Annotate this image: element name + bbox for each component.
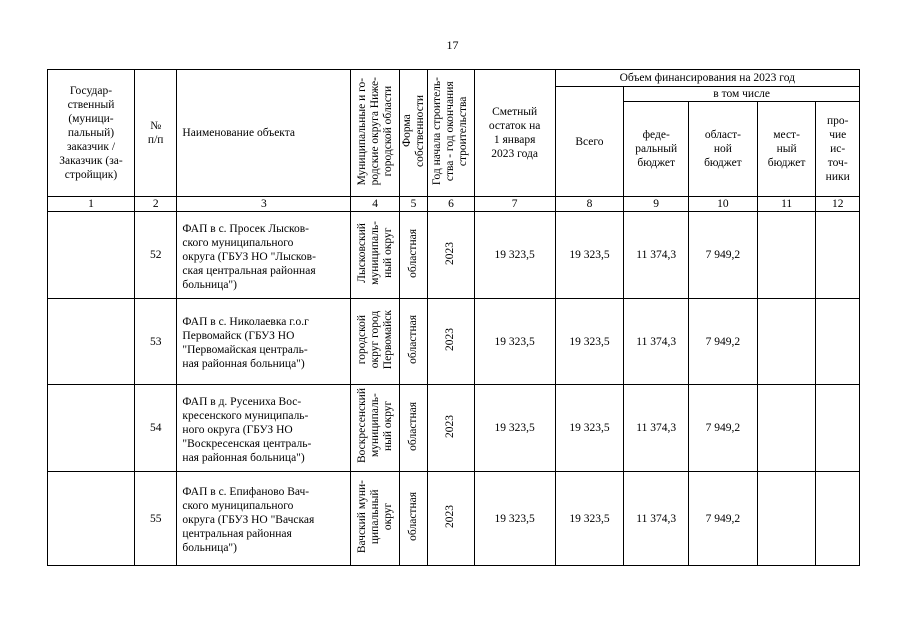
cell-ownership: областная	[399, 299, 427, 385]
header-financing: Объем финансирования на 2023 год	[555, 70, 859, 87]
cell-regional: 7 949,2	[689, 472, 758, 566]
cell-municipality: Воскресенский муниципаль- ный округ	[351, 385, 400, 472]
column-number: 6	[428, 197, 475, 212]
cell-index: 53	[134, 299, 176, 385]
cell-total: 19 323,5	[555, 385, 624, 472]
header-federal: феде- ральный бюджет	[624, 102, 689, 197]
header-remaining: Сметный остаток на 1 января 2023 года	[474, 70, 555, 197]
cell-other	[816, 212, 860, 299]
column-number: 8	[555, 197, 624, 212]
cell-object-name: ФАП в с. Епифаново Вач- ского муниципального округа (ГБУЗ НО "Вачская центральная районная больница")	[177, 472, 351, 566]
cell-other	[816, 472, 860, 566]
cell-customer	[48, 472, 135, 566]
table-row	[48, 212, 860, 299]
header-total: Всего	[555, 87, 624, 197]
header-object-name: Наименование объекта	[177, 70, 351, 197]
column-number: 1	[48, 197, 135, 212]
cell-object-name: ФАП в с. Просек Лысков- ского муниципального округа (ГБУЗ НО "Лысков- ская центральная районная больница")	[177, 212, 351, 299]
cell-years: 2023	[428, 385, 475, 472]
header-local: мест- ный бюджет	[757, 102, 816, 197]
header-years: Год начала строитель- ства - год окончания строительства	[428, 70, 475, 197]
cell-municipality: Лысковский муниципаль- ный округ	[351, 212, 400, 299]
cell-federal: 11 374,3	[624, 299, 689, 385]
cell-index: 52	[134, 212, 176, 299]
cell-object-name: ФАП в д. Русениха Вос- кресенского муниципаль- ного округа (ГБУЗ НО "Воскресенская централь- ная районная больница")	[177, 385, 351, 472]
cell-customer	[48, 385, 135, 472]
page-number: 17	[446, 38, 459, 52]
cell-years: 2023	[428, 212, 475, 299]
cell-federal: 11 374,3	[624, 212, 689, 299]
cell-index: 55	[134, 472, 176, 566]
column-number: 10	[689, 197, 758, 212]
cell-regional: 7 949,2	[689, 212, 758, 299]
cell-remaining: 19 323,5	[474, 472, 555, 566]
header-including: в том числе	[624, 87, 860, 102]
table-row	[48, 385, 860, 472]
column-number: 9	[624, 197, 689, 212]
cell-municipality: Вачский муни- ципальный округ	[351, 472, 400, 566]
cell-municipality: городской округ город Первомайск	[351, 299, 400, 385]
column-number: 12	[816, 197, 860, 212]
header-index: № п/п	[134, 70, 176, 197]
cell-regional: 7 949,2	[689, 299, 758, 385]
cell-regional: 7 949,2	[689, 385, 758, 472]
cell-object-name: ФАП в с. Николаевка г.о.г Первомайск (ГБУЗ НО "Первомайская централь- ная районная больница")	[177, 299, 351, 385]
cell-total: 19 323,5	[555, 472, 624, 566]
cell-local	[757, 212, 816, 299]
cell-remaining: 19 323,5	[474, 299, 555, 385]
cell-other	[816, 299, 860, 385]
cell-customer	[48, 212, 135, 299]
cell-ownership: областная	[399, 385, 427, 472]
column-number: 4	[351, 197, 400, 212]
column-number: 5	[399, 197, 427, 212]
cell-customer	[48, 299, 135, 385]
cell-remaining: 19 323,5	[474, 212, 555, 299]
cell-federal: 11 374,3	[624, 472, 689, 566]
cell-local	[757, 385, 816, 472]
cell-years: 2023	[428, 472, 475, 566]
cell-other	[816, 385, 860, 472]
column-number: 11	[757, 197, 816, 212]
cell-ownership: областная	[399, 212, 427, 299]
header-other: про- чие ис- точ- ники	[816, 102, 860, 197]
column-number: 7	[474, 197, 555, 212]
cell-index: 54	[134, 385, 176, 472]
header-regional: област- ной бюджет	[689, 102, 758, 197]
financing-table	[47, 69, 860, 566]
column-number: 3	[177, 197, 351, 212]
cell-total: 19 323,5	[555, 212, 624, 299]
header-municipality: Муниципальные и го- родские округа Ниже- городской области	[351, 70, 400, 197]
column-numbers-row	[48, 197, 860, 212]
cell-remaining: 19 323,5	[474, 385, 555, 472]
table-row	[48, 299, 860, 385]
cell-total: 19 323,5	[555, 299, 624, 385]
column-number: 2	[134, 197, 176, 212]
table-row	[48, 472, 860, 566]
cell-federal: 11 374,3	[624, 385, 689, 472]
header-customer: Государ- ственный (муници- пальный) заказчик / Заказчик (за- стройщик)	[48, 70, 135, 197]
header-ownership: Форма собственности	[399, 70, 427, 197]
cell-local	[757, 472, 816, 566]
cell-ownership: областная	[399, 472, 427, 566]
cell-local	[757, 299, 816, 385]
cell-years: 2023	[428, 299, 475, 385]
